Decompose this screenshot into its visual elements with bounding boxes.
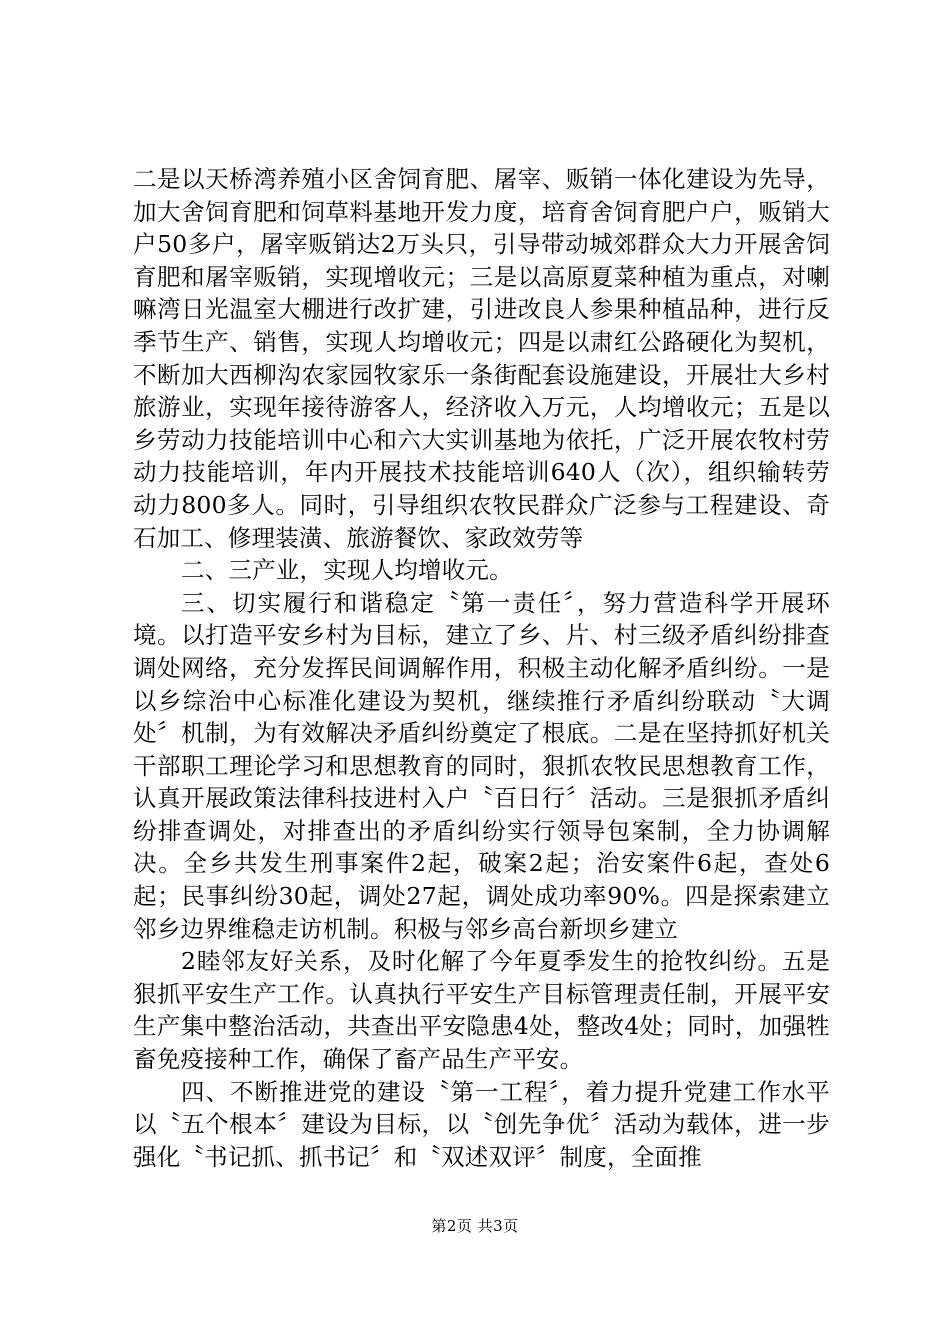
body-paragraph-2: 二、三产业，实现人均增收元。 [181, 556, 513, 585]
body-paragraph-5: 四、不断推进党的建设〝第一工程〞，着力提升党建工作水平以〝五个根本〞建设为目标，以〝创先争优〞活动为载体，进一步强化〝书记抓、抓书记〞和〝双述双评〞制度，全面推 [133, 1077, 830, 1171]
page-number: 第2页 共3页 [431, 1217, 519, 1235]
page-footer [0, 1216, 950, 1236]
body-paragraph-3: 三、切实履行和谐稳定〝第一责任〞，努力营造科学开展环境。以打造平安乡村为目标，建立了乡、片、村三级矛盾纠纷排查调处网络，充分发挥民间调解作用，积极主动化解矛盾纠纷。一是以乡综治中心标准化建设为契机，继续推行矛盾纠纷联动〝大调处〞机制，为有效解决矛盾纠纷奠定了根底。二是在坚持抓好机关干部职工理论学习和思想教育的同时，狠抓农牧民思想教育工作，认真开展政策法律科技进村入户〝百日行〞活动。三是狠抓矛盾纠纷排查调处，对排查出的矛盾纠纷实行领导包案制，全力协调解决。全乡共发生刑事案件2起，破案2起；治安案件6起，查处6起；民事纠纷30起，调处27起，调处成功率90%。四是探索建立邻乡边界维稳走访机制。积极与邻乡高台新坝乡建立 [133, 588, 830, 943]
document-body [133, 163, 830, 1173]
body-paragraph-1: 二是以天桥湾养殖小区舍饲育肥、屠宰、贩销一体化建设为先导，加大舍饲育肥和饲草料基地开发力度，培育舍饲育肥户户，贩销大户50多户，屠宰贩销达2万头只，引导带动城郊群众大力开展舍饲育肥和屠宰贩销，实现增收元；三是以高原夏菜种植为重点，对喇嘛湾日光温室大棚进行改扩建，引进改良人参果种植品种，进行反季节生产、销售，实现人均增收元；四是以肃红公路硬化为契机，不断加大西柳沟农家园牧家乐一条街配套设施建设，开展壮大乡村旅游业，实现年接待游客人，经济收入万元，人均增收元；五是以乡劳动力技能培训中心和六大实训基地为依托，广泛开展农牧村劳动力技能培训，年内开展技术技能培训640人（次），组织输转劳动力800多人。同时，引导组织农牧民群众广泛参与工程建设、奇石加工、修理装潢、旅游餐饮、家政效劳等 [133, 165, 830, 552]
body-paragraph-4: 2睦邻友好关系，及时化解了今年夏季发生的抢牧纠纷。五是狠抓平安生产工作。认真执行平安生产目标管理责任制，开展平安生产集中整治活动，共查出平安隐患4处，整改4处；同时，加强牲畜免疫接种工作，确保了畜产品生产平安。 [133, 947, 830, 1074]
